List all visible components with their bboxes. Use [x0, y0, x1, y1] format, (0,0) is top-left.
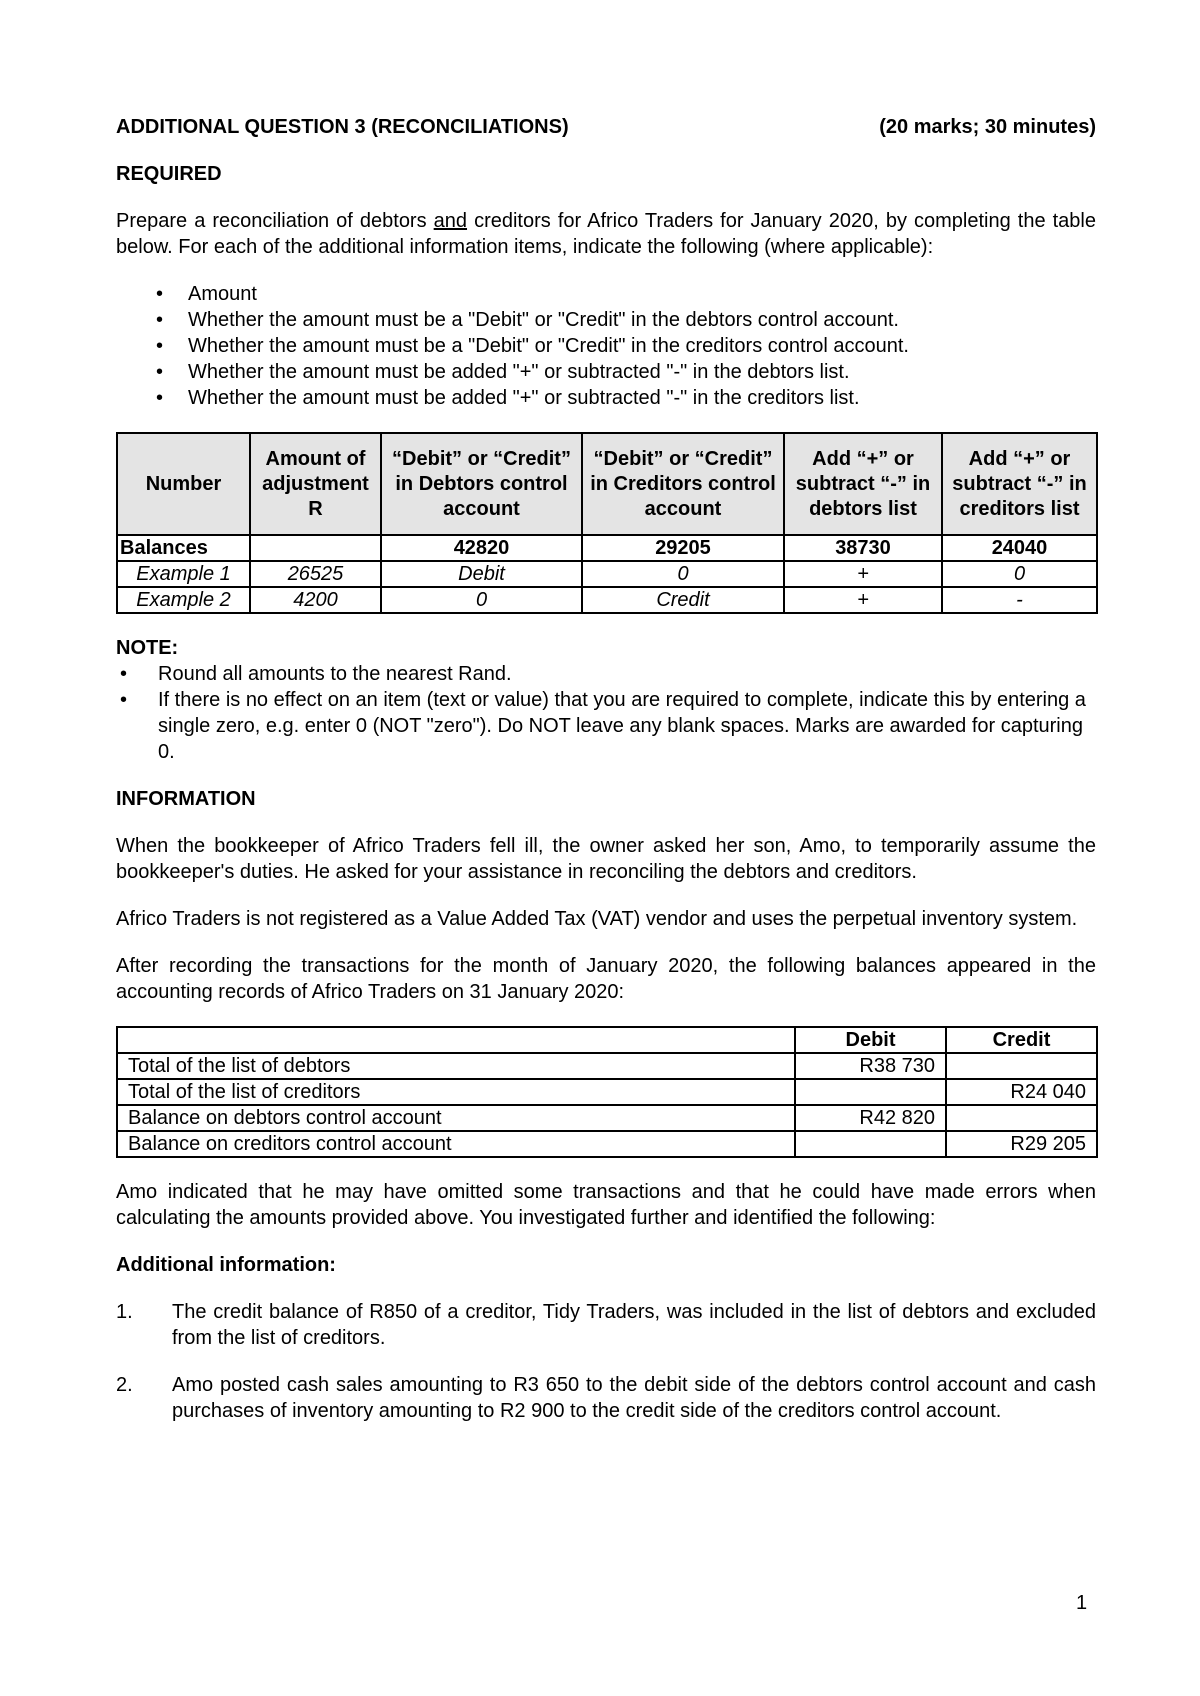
table-row — [117, 1053, 1097, 1079]
table-cell: + — [784, 561, 942, 587]
information-paragraph: When the bookkeeper of Africo Traders fell ill, the owner asked her son, Amo, to temporarily assume the bookkeeper's duties. He asked for your assistance in reconciling the debtors and creditors. — [116, 835, 1096, 883]
title-row — [116, 114, 1096, 140]
table-cell — [946, 1105, 1097, 1131]
table-cell: 29205 — [582, 535, 784, 561]
table-cell: Example 1 — [117, 561, 250, 587]
table-cell: - — [942, 587, 1097, 613]
required-heading: REQUIRED — [116, 163, 222, 185]
item-number: 2. — [116, 1374, 133, 1396]
table-cell — [946, 1053, 1097, 1079]
table-cell: 0 — [942, 561, 1097, 587]
list-item: • Amount — [116, 281, 1096, 307]
table-cell: Balance on debtors control account — [117, 1105, 795, 1131]
table-cell: + — [784, 587, 942, 613]
table-header-row — [117, 433, 1097, 535]
table-cell — [795, 1131, 946, 1157]
table-cell: R38 730 — [795, 1053, 946, 1079]
question-title: ADDITIONAL QUESTION 3 (RECONCILIATIONS) — [116, 116, 569, 138]
required-text-underlined: and — [433, 210, 468, 232]
required-bullets — [116, 281, 1096, 411]
item-text: Amo posted cash sales amounting to R3 650 to the debit side of the debtors control account and cash purchases of inventory amounting to R2 900 to the credit side of the creditors control account. — [172, 1374, 1096, 1422]
information-heading: INFORMATION — [116, 788, 256, 810]
required-paragraph — [116, 208, 1096, 260]
required-text-1: Prepare a reconciliation of debtors — [116, 210, 434, 232]
table-cell: Balance on creditors control account — [117, 1131, 795, 1157]
list-item: • Round all amounts to the nearest Rand. — [116, 661, 1096, 687]
table-row-example-2 — [117, 587, 1097, 613]
table-row — [117, 1131, 1097, 1157]
balances-table — [116, 1026, 1098, 1158]
table-cell — [250, 535, 381, 561]
table-header-cell: Debit — [795, 1027, 946, 1053]
item-number: 1. — [116, 1301, 133, 1323]
table-cell: 38730 — [784, 535, 942, 561]
note-heading: NOTE: — [116, 637, 179, 659]
header-debtors-list: Add “+” or subtract “-” in debtors list — [784, 433, 942, 535]
additional-info-list — [116, 1299, 1096, 1424]
table-cell: R42 820 — [795, 1105, 946, 1131]
table-cell: Example 2 — [117, 587, 250, 613]
list-item: • Whether the amount must be added "+" or subtracted "-" in the creditors list. — [116, 385, 1096, 411]
header-amount: Amount of adjustment R — [250, 433, 381, 535]
information-paragraph: After recording the transactions for the month of January 2020, the following balances appeared in the accounting records of Africo Traders on 31 January 2020: — [116, 955, 1096, 1003]
table-cell: 42820 — [381, 535, 582, 561]
list-item: • Whether the amount must be a "Debit" or "Credit" in the debtors control account. — [116, 307, 1096, 333]
adjustment-table — [116, 432, 1098, 614]
table-cell — [795, 1079, 946, 1105]
table-cell: Total of the list of debtors — [117, 1053, 795, 1079]
table-cell: R24 040 — [946, 1079, 1097, 1105]
table-header-row — [117, 1027, 1097, 1053]
header-debtors-control: “Debit” or “Credit” in Debtors control account — [381, 433, 582, 535]
table-cell: 26525 — [250, 561, 381, 587]
header-number: Number — [117, 433, 250, 535]
table-cell: Total of the list of creditors — [117, 1079, 795, 1105]
table-row — [117, 1079, 1097, 1105]
list-item: • Whether the amount must be added "+" or subtracted "-" in the debtors list. — [116, 359, 1096, 385]
table-cell: R29 205 — [946, 1131, 1097, 1157]
table-row-balances — [117, 535, 1097, 561]
investigation-paragraph: Amo indicated that he may have omitted some transactions and that he could have made errors when calculating the amounts provided above. You investigated further and identified the following: — [116, 1181, 1096, 1229]
table-cell: Balances — [117, 535, 250, 561]
table-header-cell: Credit — [946, 1027, 1097, 1053]
table-row — [117, 1105, 1097, 1131]
table-row-example-1 — [117, 561, 1097, 587]
list-item: • If there is no effect on an item (text or value) that you are required to complete, indicate this by entering a single zero, e.g. enter 0 (NOT "zero"). Do NOT leave any blank spaces. Marks are awarded for capturing 0. — [116, 687, 1096, 765]
list-item: • Whether the amount must be a "Debit" or "Credit" in the creditors control account. — [116, 333, 1096, 359]
page-number: 1 — [1076, 1592, 1088, 1614]
information-paragraph: Africo Traders is not registered as a Value Added Tax (VAT) vendor and uses the perpetual inventory system. — [116, 908, 1078, 930]
list-item — [116, 1372, 1096, 1424]
required-text-2: creditors for Africo Traders for January 2020, by completing the table below. For each of the additional information items, indicate the following (where applicable): — [116, 210, 1096, 258]
note-bullets — [116, 661, 1096, 765]
table-cell: 4200 — [250, 587, 381, 613]
header-creditors-list: Add “+” or subtract “-” in creditors list — [942, 433, 1097, 535]
table-cell: 24040 — [942, 535, 1097, 561]
table-cell: 0 — [582, 561, 784, 587]
item-text: The credit balance of R850 of a creditor, Tidy Traders, was included in the list of debtors and excluded from the list of creditors. — [172, 1301, 1096, 1349]
table-cell: Debit — [381, 561, 582, 587]
marks-time: (20 marks; 30 minutes) — [879, 116, 1096, 138]
list-item — [116, 1299, 1096, 1351]
table-cell: Credit — [582, 587, 784, 613]
additional-info-heading: Additional information: — [116, 1254, 336, 1276]
table-header-cell — [117, 1027, 795, 1053]
header-creditors-control: “Debit” or “Credit” in Creditors control account — [582, 433, 784, 535]
table-cell: 0 — [381, 587, 582, 613]
document-page — [116, 114, 1096, 1424]
